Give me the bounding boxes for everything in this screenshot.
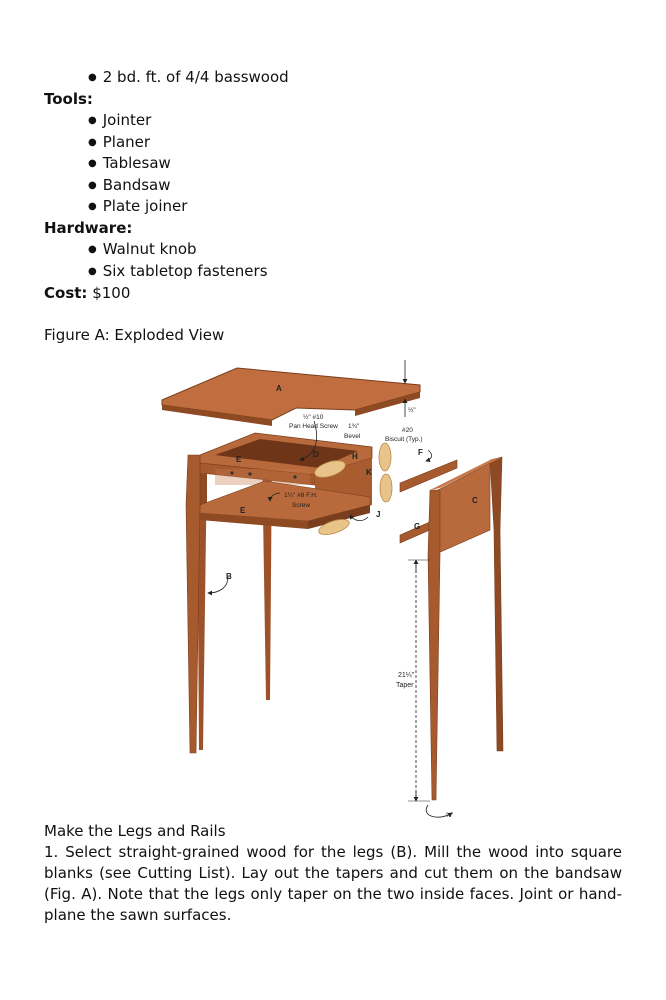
callout-biscuit: Biscuit (Typ.) — [385, 436, 423, 443]
callout-taper: Taper — [396, 682, 414, 689]
tools-item: ● Plate joiner — [88, 196, 187, 219]
callout-taper: 21¼" — [398, 672, 415, 679]
callout-top-thickness: ½" — [408, 407, 416, 414]
section-title: Make the Legs and Rails — [44, 822, 226, 840]
tools-item: ● Tablesaw — [88, 153, 171, 176]
part-label: E — [236, 455, 242, 464]
front-leg-b — [186, 455, 200, 753]
part-label: A — [276, 384, 282, 393]
hardware-item: ● Six tabletop fasteners — [88, 261, 268, 284]
callout-pan-head-screw: ½" #10 — [303, 414, 324, 421]
callout-pan-head-screw: Pan Head Screw — [289, 423, 338, 430]
part-label: J — [376, 510, 381, 519]
materials-item: ● 2 bd. ft. of 4/4 basswood — [88, 67, 289, 90]
side-assembly-c — [428, 457, 503, 800]
part-label: D — [313, 450, 319, 459]
tools-item: ● Bandsaw — [88, 175, 171, 198]
tools-heading: Tools: — [44, 90, 93, 108]
cost-label: Cost: — [44, 284, 88, 302]
hardware-item: ● Walnut knob — [88, 239, 197, 262]
tabletop-part-a — [162, 368, 420, 426]
tools-item: ● Jointer — [88, 110, 151, 133]
callout-bevel: 1¾" — [348, 423, 360, 430]
figure-caption: Figure A: Exploded View — [44, 326, 225, 344]
part-label: B — [226, 572, 232, 581]
tools-item: ● Planer — [88, 132, 150, 155]
cost-line — [44, 283, 130, 303]
callout-fh-screw: 1¼" #8 F.H. — [284, 492, 318, 499]
cost-value: $100 — [92, 284, 131, 302]
callout-biscuit: #20 — [402, 427, 413, 434]
part-label: C — [472, 496, 478, 505]
callout-fh-screw: Screw — [292, 502, 311, 509]
callout-leg-bottom: ⅝" — [446, 813, 454, 819]
section-paragraph: 1. Select straight-grained wood for the legs (B). Mill the wood into square blanks (see Cutting List). Lay out the tapers and cut them on the bandsaw (Fig. A). Note that the legs only taper on the two inside faces. Joint or hand-plane the sawn surfaces. — [44, 843, 622, 924]
callout-bevel: Bevel — [344, 433, 361, 440]
part-label: F — [418, 448, 423, 457]
part-label: H — [352, 452, 358, 461]
hardware-heading: Hardware: — [44, 219, 133, 237]
part-label: K — [366, 468, 372, 477]
part-label: G — [414, 522, 421, 531]
part-label: E — [240, 506, 246, 515]
exploded-view-illustration — [0, 355, 666, 825]
